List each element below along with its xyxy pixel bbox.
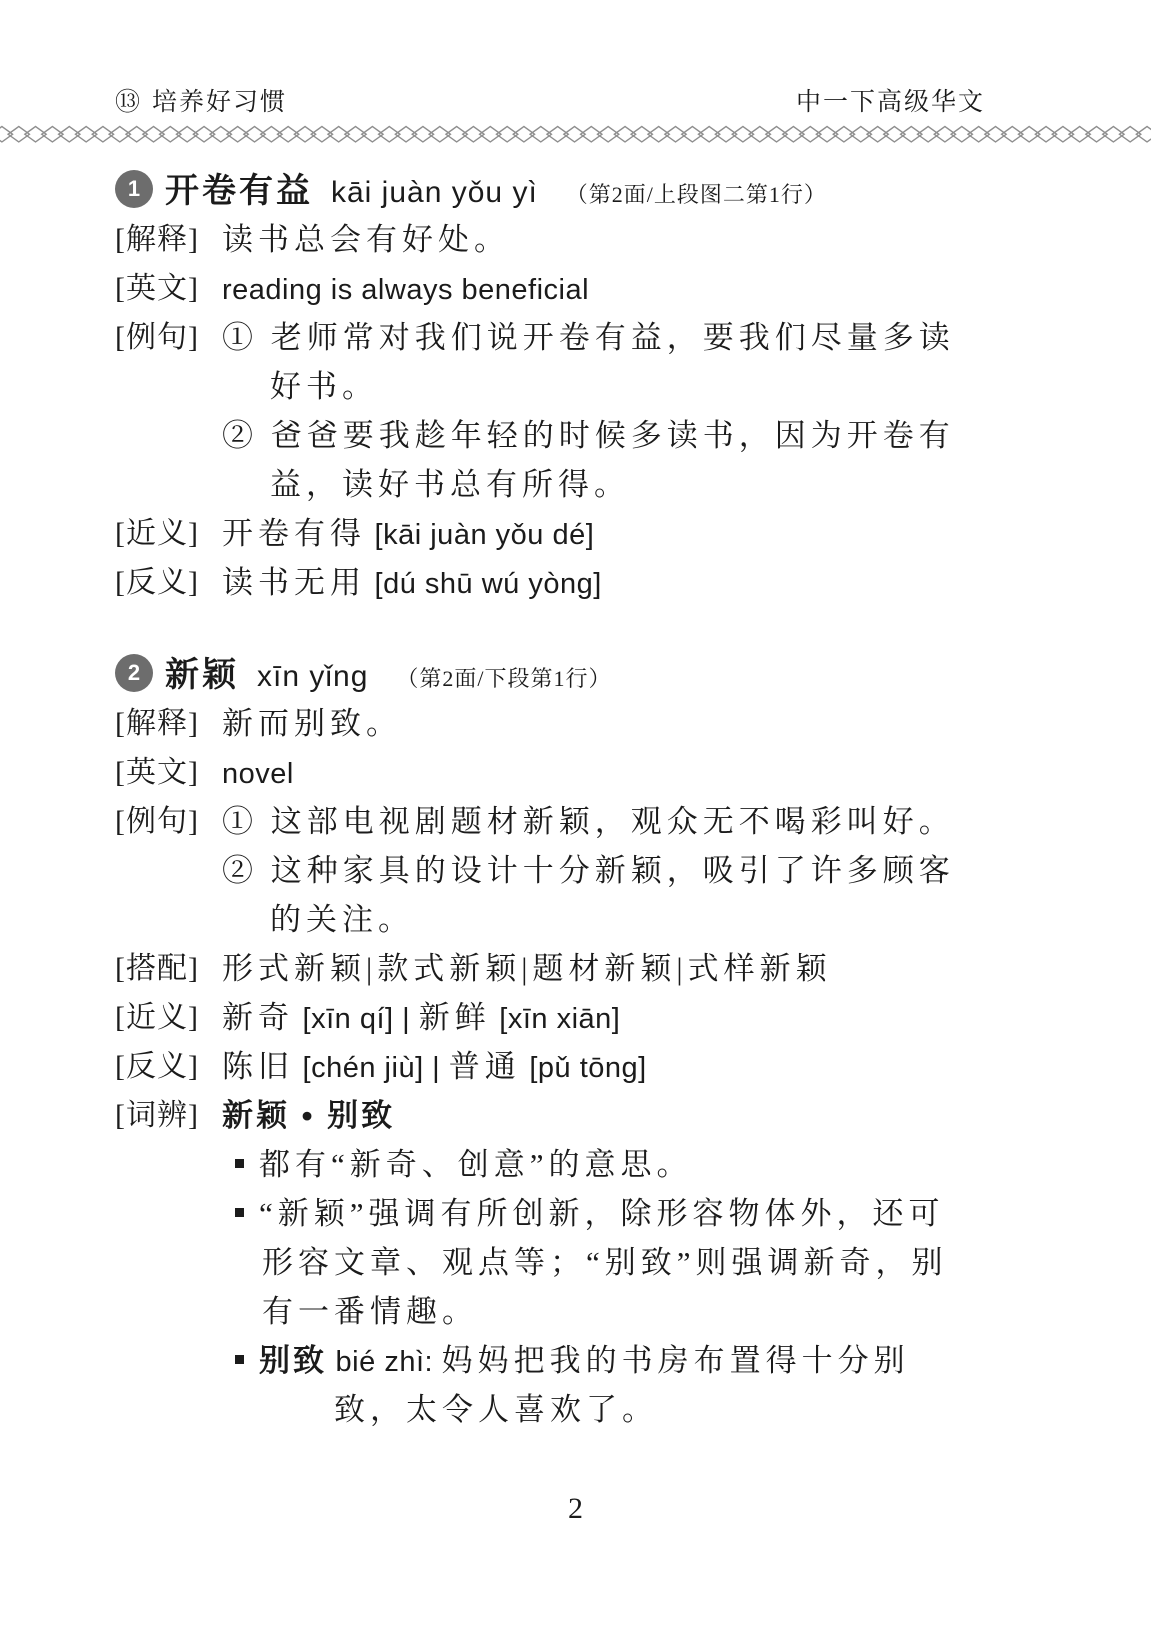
row-content (222, 313, 955, 362)
row-content (222, 1287, 478, 1336)
entry-row (115, 1140, 1035, 1189)
bullet-marker (235, 1208, 244, 1217)
entry-row (115, 1189, 1035, 1238)
entry-ref: （第2面/上段图二第1行） (565, 182, 827, 207)
row-label: [解释] (115, 707, 199, 740)
row-label (115, 895, 222, 944)
row-label: [搭配] (115, 952, 199, 985)
row-label: [解释] (115, 223, 199, 256)
text-segment: [chén jiù] | (294, 1052, 449, 1084)
text-segment: 益，读好书总有所得。 (270, 467, 630, 502)
text-segment: [dú shū wú yòng] (366, 568, 602, 600)
text-segment: 读书无用 (222, 565, 366, 600)
entry-number-badge: 2 (115, 654, 153, 692)
text-segment: “新颖”强调有所创新，除形容物体外，还可 (259, 1196, 945, 1231)
row-content (222, 1091, 395, 1140)
text-segment: 有一番情趣。 (262, 1294, 478, 1329)
row-content (222, 1238, 948, 1287)
row-content (222, 509, 594, 558)
entry-word: 新颖 (165, 656, 239, 694)
row-label (115, 411, 222, 460)
entry-row (115, 313, 1035, 362)
row-content (222, 846, 955, 895)
diamond-divider (0, 122, 1151, 144)
row-label: [反义] (115, 566, 199, 599)
row-label (115, 1140, 222, 1189)
row-content (222, 1189, 945, 1238)
text-segment: [xīn xiān] (490, 1003, 621, 1035)
row-content (222, 699, 402, 748)
row-content (222, 895, 414, 944)
entry-row (115, 993, 1035, 1042)
text-segment: reading is always beneficial (222, 274, 590, 306)
row-label: [反义] (115, 1050, 199, 1083)
entry-row (115, 895, 1035, 944)
row-content (222, 1140, 693, 1189)
entry-row (115, 846, 1035, 895)
page-number: 2 (568, 1492, 583, 1525)
text-segment: 形式新颖|款式新颖|题材新颖|式样新颖 (222, 951, 832, 986)
text-segment: ① 老师常对我们说开卷有益，要我们尽量多读 (222, 320, 955, 355)
row-label: [例句] (115, 805, 199, 838)
entries (115, 163, 1035, 1434)
entry-row (115, 215, 1035, 264)
row-label: [近义] (115, 1001, 199, 1034)
entry-row (115, 944, 1035, 993)
text-segment: ② 爸爸要我趁年轻的时候多读书，因为开卷有 (222, 418, 955, 453)
row-label: [英文] (115, 272, 199, 305)
entry-row (115, 1091, 1035, 1140)
bullet-marker (235, 1159, 244, 1168)
row-label (115, 1385, 222, 1434)
entry-row (115, 699, 1035, 748)
text-segment: 好书。 (270, 369, 378, 404)
entry-row (115, 264, 1035, 313)
entry-row (115, 1238, 1035, 1287)
text-segment: ② 这种家具的设计十分新颖，吸引了许多顾客 (222, 853, 955, 888)
entry-row (115, 1336, 1035, 1385)
chapter-number-badge: ⑬ (115, 88, 143, 116)
text-segment: 致，太令人喜欢了。 (334, 1392, 658, 1427)
text-segment: 陈旧 (222, 1049, 294, 1084)
row-label: [英文] (115, 756, 199, 789)
entry-word: 开卷有益 (165, 172, 313, 210)
row-content (222, 944, 832, 993)
text-segment: 读书总会有好处。 (222, 222, 510, 257)
row-content (222, 748, 294, 797)
row-content (222, 993, 620, 1042)
row-content (222, 362, 378, 411)
entry-pinyin: xīn yǐng (257, 660, 369, 693)
row-content (222, 411, 955, 460)
entry-heading (115, 163, 1035, 215)
entry-row (115, 460, 1035, 509)
text-segment: 新而别致。 (222, 706, 402, 741)
row-label (115, 1238, 222, 1287)
entry-row (115, 1042, 1035, 1091)
entry-number-badge: 1 (115, 170, 153, 208)
row-label (115, 362, 222, 411)
text-segment: 普通 (448, 1049, 521, 1084)
row-content (222, 797, 955, 846)
entry (115, 647, 1035, 1434)
text-segment: [kāi juàn yǒu dé] (366, 519, 595, 551)
row-label: [词辨] (115, 1099, 199, 1132)
entry-ref: （第2面/下段第1行） (396, 666, 612, 691)
row-content (222, 1042, 647, 1091)
entry-row (115, 411, 1035, 460)
entry-row (115, 558, 1035, 607)
text-segment: 别致 (259, 1343, 327, 1378)
text-segment: 新奇 (222, 1000, 294, 1035)
row-label (115, 1287, 222, 1336)
text-segment: 形容文章、观点等；“别致”则强调新奇，别 (262, 1245, 948, 1280)
text-segment: 的关注。 (270, 902, 414, 937)
row-content (222, 1385, 658, 1434)
entry-row (115, 1287, 1035, 1336)
text-segment: [xīn qí] | (294, 1003, 419, 1035)
row-content (222, 460, 630, 509)
text-segment: bié zhì: (327, 1346, 442, 1378)
entry (115, 163, 1035, 607)
header-left (115, 82, 287, 118)
entry-row (115, 748, 1035, 797)
entry-pinyin: kāi juàn yǒu yì (331, 176, 538, 209)
row-content (222, 215, 510, 264)
text-segment: 开卷有得 (222, 516, 366, 551)
row-content (222, 264, 589, 313)
text-segment: 都有“新奇、创意”的意思。 (259, 1147, 693, 1182)
text-segment: [pǔ tōng] (520, 1052, 647, 1084)
text-segment: ① 这部电视剧题材新颖，观众无不喝彩叫好。 (222, 804, 955, 839)
entry-heading (115, 647, 1035, 699)
row-content (222, 558, 602, 607)
text-segment: 新鲜 (418, 1000, 491, 1035)
entry-row (115, 797, 1035, 846)
course-title: 中一下高级华文 (795, 88, 985, 116)
row-label (115, 1189, 222, 1238)
entry-row (115, 362, 1035, 411)
text-segment: 新颖 • 别致 (222, 1098, 396, 1133)
entry-row (115, 509, 1035, 558)
row-label: [例句] (115, 321, 199, 354)
row-content (222, 1336, 910, 1385)
row-label (115, 1336, 222, 1385)
entry-row (115, 1385, 1035, 1434)
bullet-marker (235, 1355, 244, 1364)
page-header (115, 82, 985, 118)
row-label: [近义] (115, 517, 199, 550)
text-segment: 妈妈把我的书房布置得十分别 (441, 1343, 910, 1378)
row-label (115, 846, 222, 895)
text-segment: novel (222, 758, 294, 790)
row-label (115, 460, 222, 509)
chapter-title: 培养好习惯 (152, 88, 288, 116)
